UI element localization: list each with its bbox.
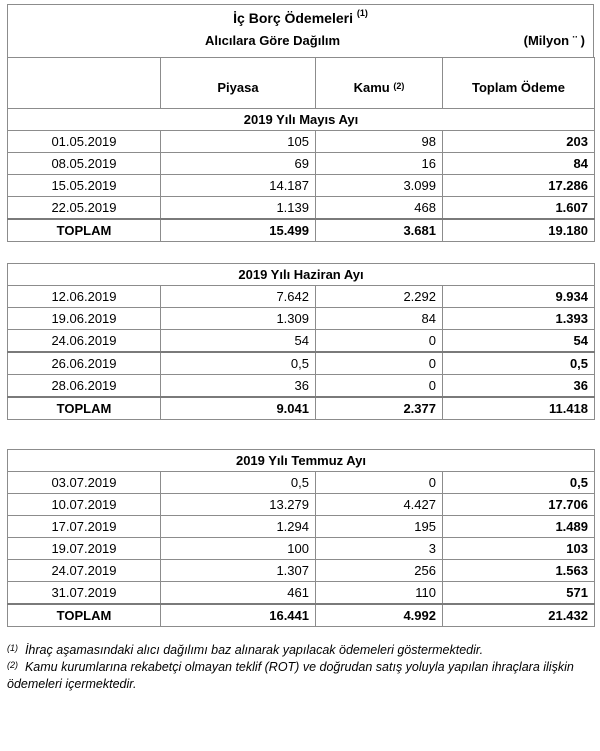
kamu-cell: 0 (316, 330, 443, 353)
date-cell: 03.07.2019 (8, 472, 161, 494)
total-toplam: 11.418 (443, 397, 595, 420)
date-cell: 01.05.2019 (8, 131, 161, 153)
kamu-footnote-mark: (2) (393, 81, 405, 91)
month-heading: 2019 Yılı Mayıs Ayı (8, 109, 595, 131)
subtitle: Alıcılara Göre Dağılım (205, 33, 341, 48)
date-cell: 31.07.2019 (8, 582, 161, 605)
title-footnote-mark: (1) (356, 8, 368, 18)
total-kamu: 3.681 (316, 219, 443, 242)
date-cell: 12.06.2019 (8, 286, 161, 308)
piyasa-cell: 105 (161, 131, 316, 153)
kamu-cell: 110 (316, 582, 443, 605)
table-row (8, 582, 595, 605)
kamu-cell: 256 (316, 560, 443, 582)
page-title (8, 10, 593, 26)
total-label: TOPLAM (8, 219, 161, 242)
kamu-cell: 3.099 (316, 175, 443, 197)
kamu-cell: 2.292 (316, 286, 443, 308)
date-cell: 28.06.2019 (8, 375, 161, 398)
toplam-cell: 17.286 (443, 175, 595, 197)
piyasa-cell: 1.307 (161, 560, 316, 582)
header-toplam: Toplam Ödeme (443, 58, 595, 109)
kamu-cell: 195 (316, 516, 443, 538)
toplam-cell: 203 (443, 131, 595, 153)
table-row (8, 472, 595, 494)
toplam-cell: 1.489 (443, 516, 595, 538)
toplam-cell: 571 (443, 582, 595, 605)
piyasa-cell: 461 (161, 582, 316, 605)
kamu-cell: 4.427 (316, 494, 443, 516)
piyasa-cell: 7.642 (161, 286, 316, 308)
kamu-cell: 468 (316, 197, 443, 220)
total-toplam: 19.180 (443, 219, 595, 242)
table-row (8, 153, 595, 175)
month-heading-row (8, 450, 595, 472)
table-row (8, 286, 595, 308)
toplam-cell: 17.706 (443, 494, 595, 516)
table-row (8, 308, 595, 330)
date-cell: 26.06.2019 (8, 352, 161, 375)
piyasa-cell: 1.309 (161, 308, 316, 330)
piyasa-cell: 1.139 (161, 197, 316, 220)
footnote-2-mark: (2) (7, 660, 18, 670)
table-row (8, 197, 595, 220)
footnote-2-text: Kamu kurumlarına rekabetçi olmayan teklif (ROT) ve doğrudan satış yoluyla yapılan ihraçlara ilişkin ödemeleri içermektedir. (7, 660, 574, 691)
column-header-row (8, 58, 595, 109)
toplam-cell: 54 (443, 330, 595, 353)
table-row (8, 538, 595, 560)
title-box (7, 4, 594, 57)
date-cell: 24.06.2019 (8, 330, 161, 353)
total-row (8, 219, 595, 242)
table-row (8, 330, 595, 353)
kamu-cell: 0 (316, 472, 443, 494)
total-label: TOPLAM (8, 604, 161, 627)
unit-label: (Milyon ¨ ) (523, 33, 585, 48)
date-cell: 08.05.2019 (8, 153, 161, 175)
total-kamu: 4.992 (316, 604, 443, 627)
piyasa-cell: 36 (161, 375, 316, 398)
june-table (7, 263, 595, 420)
july-table (7, 449, 595, 627)
month-heading: 2019 Yılı Haziran Ayı (8, 264, 595, 286)
total-label: TOPLAM (8, 397, 161, 420)
footnote-1-text: İhraç aşamasındaki alıcı dağılımı baz alınarak yapılacak ödemeleri göstermektedir. (24, 643, 484, 657)
toplam-cell: 1.563 (443, 560, 595, 582)
piyasa-cell: 14.187 (161, 175, 316, 197)
month-heading-row (8, 264, 595, 286)
date-cell: 24.07.2019 (8, 560, 161, 582)
piyasa-cell: 0,5 (161, 472, 316, 494)
header-kamu (316, 58, 443, 109)
piyasa-cell: 100 (161, 538, 316, 560)
month-heading-row (8, 109, 595, 131)
table-row (8, 352, 595, 375)
toplam-cell: 1.393 (443, 308, 595, 330)
total-piyasa: 16.441 (161, 604, 316, 627)
date-cell: 19.06.2019 (8, 308, 161, 330)
header-kamu-label: Kamu (353, 80, 390, 95)
total-kamu: 2.377 (316, 397, 443, 420)
piyasa-cell: 54 (161, 330, 316, 353)
table-row (8, 494, 595, 516)
total-row (8, 604, 595, 627)
table-row (8, 375, 595, 398)
header-empty (8, 58, 161, 109)
total-row (8, 397, 595, 420)
may-table (7, 57, 595, 242)
toplam-cell: 103 (443, 538, 595, 560)
date-cell: 22.05.2019 (8, 197, 161, 220)
table-row (8, 131, 595, 153)
footnote-2 (7, 659, 592, 693)
kamu-cell: 84 (316, 308, 443, 330)
footnotes (7, 642, 592, 693)
kamu-cell: 98 (316, 131, 443, 153)
date-cell: 15.05.2019 (8, 175, 161, 197)
toplam-cell: 36 (443, 375, 595, 398)
toplam-cell: 0,5 (443, 352, 595, 375)
piyasa-cell: 1.294 (161, 516, 316, 538)
table-row (8, 560, 595, 582)
piyasa-cell: 13.279 (161, 494, 316, 516)
toplam-cell: 1.607 (443, 197, 595, 220)
total-piyasa: 15.499 (161, 219, 316, 242)
table-row (8, 175, 595, 197)
footnote-1-mark: (1) (7, 643, 18, 653)
month-heading: 2019 Yılı Temmuz Ayı (8, 450, 595, 472)
footnote-1 (7, 642, 592, 659)
kamu-cell: 0 (316, 375, 443, 398)
date-cell: 10.07.2019 (8, 494, 161, 516)
toplam-cell: 9.934 (443, 286, 595, 308)
piyasa-cell: 0,5 (161, 352, 316, 375)
date-cell: 17.07.2019 (8, 516, 161, 538)
total-toplam: 21.432 (443, 604, 595, 627)
table-row (8, 516, 595, 538)
kamu-cell: 3 (316, 538, 443, 560)
kamu-cell: 16 (316, 153, 443, 175)
piyasa-cell: 69 (161, 153, 316, 175)
title-text: İç Borç Ödemeleri (233, 10, 353, 26)
kamu-cell: 0 (316, 352, 443, 375)
toplam-cell: 0,5 (443, 472, 595, 494)
total-piyasa: 9.041 (161, 397, 316, 420)
date-cell: 19.07.2019 (8, 538, 161, 560)
toplam-cell: 84 (443, 153, 595, 175)
header-piyasa: Piyasa (161, 58, 316, 109)
